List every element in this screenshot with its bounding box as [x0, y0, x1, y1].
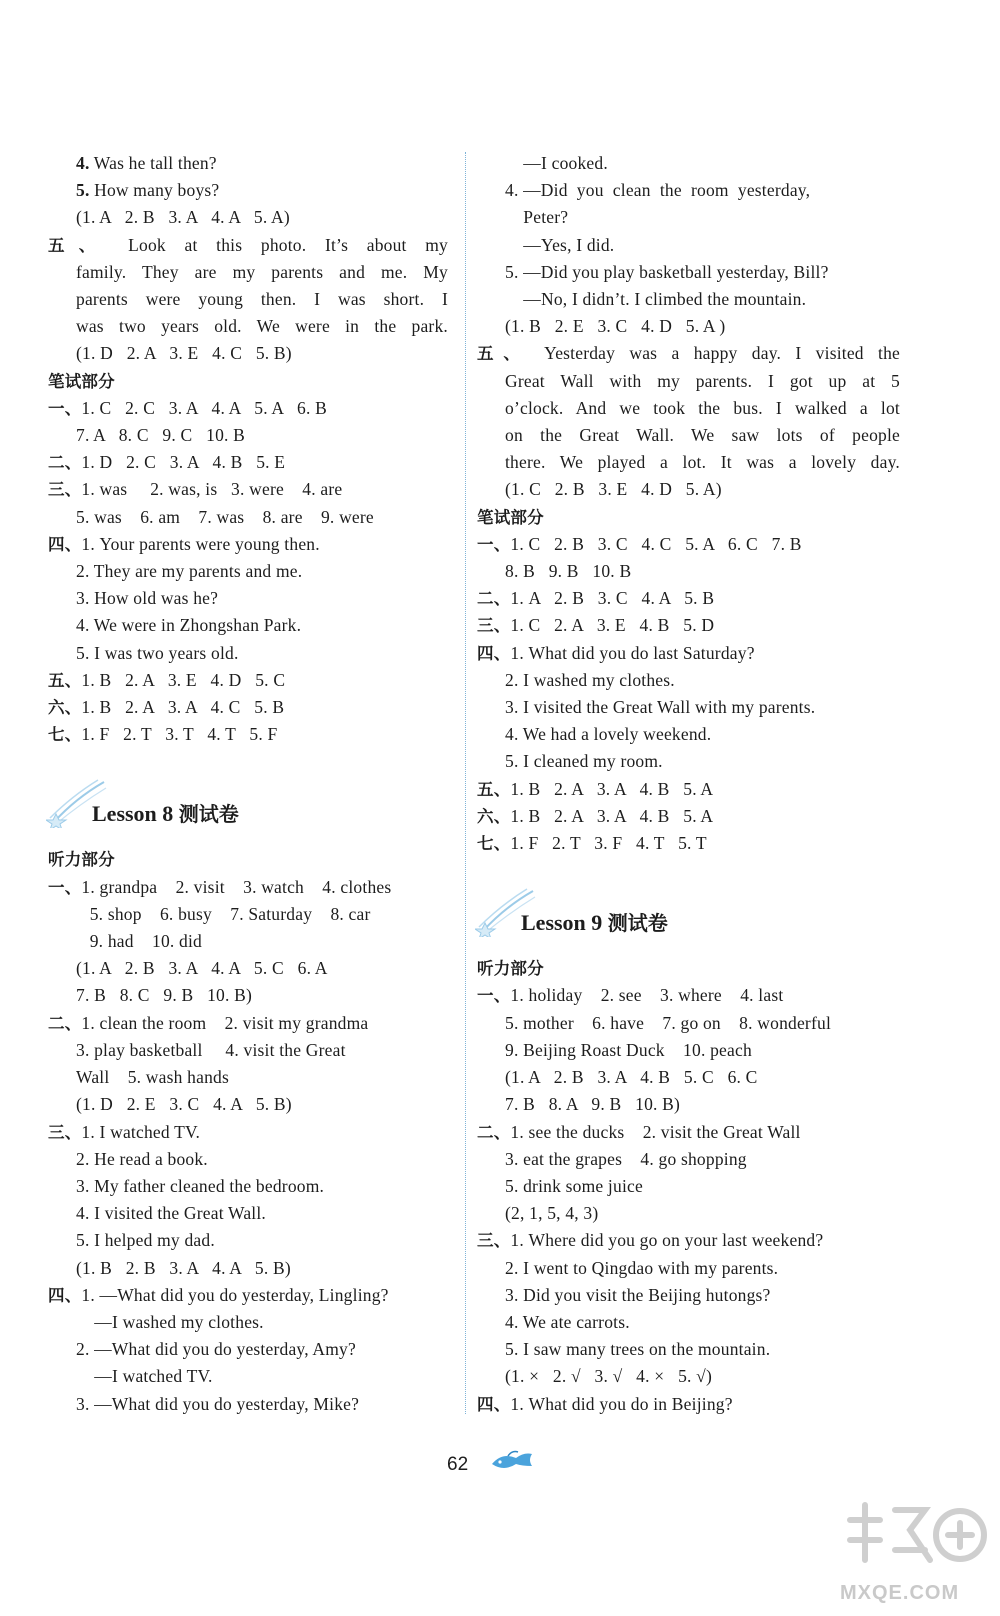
section-label: 二、	[48, 453, 82, 473]
line-text: 5. I helped my dad.	[76, 1230, 215, 1251]
answer-line	[48, 694, 448, 721]
line-text: (1. C 2. B 3. E 4. D 5. A)	[505, 479, 722, 500]
line-text: 5. I saw many trees on the mountain.	[505, 1339, 771, 1360]
answer-line	[505, 1363, 900, 1390]
line-text: 1. A 2. B 3. C 4. A 5. B	[510, 588, 715, 609]
section-label: 二、	[477, 1122, 511, 1142]
answer-line	[76, 558, 448, 585]
lesson-title-en: Lesson 8	[92, 801, 179, 827]
answer-line	[505, 1173, 900, 1200]
answer-line	[477, 1119, 900, 1146]
line-text: (1. D 2. E 3. C 4. A 5. B)	[76, 1094, 292, 1115]
paragraph-line	[477, 340, 900, 367]
paragraph-line	[505, 368, 900, 395]
paragraph-line	[76, 313, 448, 340]
lesson-title-cn: 测试卷	[178, 802, 239, 827]
answer-line	[48, 449, 448, 476]
answer-line	[76, 340, 448, 367]
answer-line	[76, 1391, 448, 1418]
answer-line	[76, 1173, 448, 1200]
line-text: 4. We were in Zhongshan Park.	[76, 615, 302, 636]
line-text: there. We played a lot. It was a lovely day.	[505, 452, 900, 473]
line-text: 3. Did you visit the Beijing hutongs?	[505, 1284, 771, 1305]
line-text: 3. eat the grapes 4. go shopping	[505, 1148, 747, 1169]
line-text: 5. I was two years old.	[76, 642, 239, 663]
answer-line	[505, 748, 900, 775]
section-label: 二、	[477, 589, 511, 609]
answer-line	[477, 1227, 900, 1254]
answer-line	[48, 1010, 448, 1037]
line-text: 4. We ate carrots.	[505, 1311, 630, 1332]
answer-line	[76, 177, 448, 204]
section-label: 四、	[477, 1394, 511, 1414]
answer-line	[505, 313, 900, 340]
lesson-title	[92, 798, 239, 827]
answer-line	[505, 1091, 900, 1118]
line-text: 1. see the ducks 2. visit the Great Wall	[510, 1121, 801, 1142]
answer-line	[76, 1200, 448, 1227]
section-label: 六、	[48, 698, 82, 718]
line-text: (1. B 2. E 3. C 4. D 5. A )	[505, 316, 726, 337]
answer-line	[505, 667, 900, 694]
answer-line	[505, 286, 900, 313]
answer-line	[48, 667, 448, 694]
answer-line	[76, 640, 448, 667]
line-text: 1. I watched TV.	[81, 1121, 201, 1142]
line-text: 9. had 10. did	[76, 931, 203, 952]
section-label: 七、	[48, 725, 82, 745]
answer-line	[48, 721, 448, 748]
line-text: Wall 5. wash hands	[76, 1067, 229, 1088]
answer-line	[48, 531, 448, 558]
section-heading-listening: 听力部分	[48, 850, 115, 870]
answer-line	[505, 721, 900, 748]
answer-line	[505, 1309, 900, 1336]
line-text: 3. play basketball 4. visit the Great	[76, 1039, 346, 1060]
answer-line	[48, 476, 448, 503]
paragraph-line	[505, 395, 900, 422]
answer-line	[505, 694, 900, 721]
line-text: 4. —Did you clean the room yesterday,	[505, 180, 811, 201]
line-text: 1. C 2. B 3. C 4. C 5. A 6. C 7. B	[510, 533, 802, 554]
line-text: parents were young then. I was short. I	[76, 289, 448, 310]
line-text: Yesterday was a happy day. I visited the	[529, 343, 901, 364]
section-label: 一、	[477, 986, 511, 1006]
item-number: 4.	[76, 153, 90, 173]
line-text: 5. I cleaned my room.	[505, 751, 663, 772]
answer-line	[76, 1091, 448, 1118]
answer-line	[477, 585, 900, 612]
line-text: 5. drink some juice	[505, 1175, 643, 1196]
page-number: 62	[447, 1454, 469, 1475]
answer-line	[48, 874, 448, 901]
line-text: 8. B 9. B 10. B	[505, 561, 632, 582]
answer-line	[477, 803, 900, 830]
answer-line	[477, 776, 900, 803]
section-heading-listening: 听力部分	[477, 959, 544, 979]
answer-line	[505, 1282, 900, 1309]
answer-line	[76, 901, 448, 928]
line-text: (1. B 2. B 3. A 4. A 5. B)	[76, 1257, 291, 1278]
line-text: 4. We had a lovely weekend.	[505, 724, 712, 745]
answer-line	[76, 1227, 448, 1254]
paragraph-line	[505, 422, 900, 449]
line-text: 9. Beijing Roast Duck 10. peach	[505, 1039, 752, 1060]
lesson-title	[521, 907, 668, 936]
section-label: 七、	[477, 834, 511, 854]
answer-line	[505, 150, 900, 177]
line-text: —No, I didn’t. I climbed the mountain.	[505, 289, 807, 310]
line-text: 3. I visited the Great Wall with my parents.	[505, 697, 816, 718]
line-text: 5. mother 6. have 7. go on 8. wonderful	[505, 1012, 832, 1033]
fish-decoration-icon	[488, 1446, 536, 1476]
line-text: 5. —Did you play basketball yesterday, Bill?	[505, 261, 829, 282]
section-label: 四、	[48, 1285, 82, 1305]
answer-line	[505, 1200, 900, 1227]
line-text: 5. was 6. am 7. was 8. are 9. were	[76, 506, 374, 527]
lesson-heading	[76, 784, 448, 846]
line-text: —Yes, I did.	[505, 234, 615, 255]
line-text: (1. A 2. B 3. A 4. B 5. C 6. C	[505, 1067, 758, 1088]
answer-line	[76, 204, 448, 231]
line-text: —I watched TV.	[76, 1366, 213, 1387]
section-label: 五、	[477, 779, 511, 799]
section-heading-written: 笔试部分	[477, 507, 544, 527]
line-text: 1. B 2. A 3. A 4. B 5. A	[510, 778, 714, 799]
answer-line	[76, 982, 448, 1009]
line-text: 7. B 8. C 9. B 10. B)	[76, 985, 253, 1006]
line-text: 2. I went to Qingdao with my parents.	[505, 1257, 779, 1278]
line-text: 3. My father cleaned the bedroom.	[76, 1175, 325, 1196]
answer-line	[76, 504, 448, 531]
paragraph-line	[505, 449, 900, 476]
item-number: 5.	[76, 180, 90, 201]
line-text: 1. clean the room 2. visit my grandma	[81, 1012, 369, 1033]
line-text: (1. × 2. √ 3. √ 4. × 5. √)	[505, 1366, 713, 1387]
section-label: 五、	[477, 344, 530, 364]
line-text: 1. Where did you go on your last weekend?	[510, 1230, 824, 1251]
answer-line	[76, 1363, 448, 1390]
section-label: 三、	[477, 1231, 511, 1251]
lesson-heading	[505, 893, 900, 955]
line-text: 1. F 2. T 3. F 4. T 5. T	[510, 833, 707, 854]
answer-line	[76, 928, 448, 955]
answer-line	[76, 1037, 448, 1064]
column-divider	[465, 152, 466, 1414]
line-text: 1. —What did you do yesterday, Lingling?	[81, 1284, 389, 1305]
line-text: 1. was 2. was, is 3. were 4. are	[81, 479, 343, 500]
answer-line	[48, 1119, 448, 1146]
answer-line	[477, 531, 900, 558]
answer-line	[76, 585, 448, 612]
line-text: 7. A 8. C 9. C 10. B	[76, 425, 246, 446]
line-text: (2, 1, 5, 4, 3)	[505, 1203, 599, 1224]
line-text: 1. What did you do in Beijing?	[510, 1393, 733, 1414]
section-label: 三、	[48, 480, 82, 500]
answer-line	[76, 1064, 448, 1091]
line-text: 2. They are my parents and me.	[76, 561, 303, 582]
answer-line	[505, 1010, 900, 1037]
answer-line	[76, 955, 448, 982]
line-text: (1. A 2. B 3. A 4. A 5. C 6. A	[76, 958, 328, 979]
section-label: 六、	[477, 806, 511, 826]
answer-line	[505, 1146, 900, 1173]
line-text: 1. B 2. A 3. A 4. B 5. A	[510, 805, 714, 826]
section-label: 三、	[48, 1122, 82, 1142]
section-label: 一、	[477, 534, 511, 554]
line-text: Look at this photo. It’s about my	[109, 234, 448, 255]
line-text: 1. What did you do last Saturday?	[510, 642, 755, 663]
answer-line	[505, 1336, 900, 1363]
line-text: —I cooked.	[505, 153, 608, 173]
line-text: Great Wall with my parents. I got up at 5	[505, 370, 900, 391]
line-text: 2. He read a book.	[76, 1148, 208, 1169]
line-text: 1. C 2. A 3. E 4. B 5. D	[510, 615, 715, 636]
paragraph-line	[76, 286, 448, 313]
line-text: 1. C 2. C 3. A 4. A 5. A 6. B	[81, 397, 327, 418]
answer-line	[76, 1146, 448, 1173]
line-text: 2. I washed my clothes.	[505, 669, 675, 690]
line-text: 3. How old was he?	[76, 588, 219, 609]
line-text: Peter?	[505, 207, 569, 228]
answer-line	[505, 259, 900, 286]
line-text: 1. grandpa 2. visit 3. watch 4. clothes	[81, 876, 392, 897]
line-text: on the Great Wall. We saw lots of people	[505, 425, 900, 446]
paragraph-line	[48, 232, 448, 259]
section-label: 四、	[477, 643, 511, 663]
line-text: 1. Your parents were young then.	[81, 533, 320, 554]
section-heading-written: 笔试部分	[48, 371, 115, 391]
answer-line	[76, 1309, 448, 1336]
line-text: (1. D 2. A 3. E 4. C 5. B)	[76, 343, 292, 364]
answer-line	[477, 1391, 900, 1418]
section-label: 五、	[48, 235, 110, 255]
answer-line	[505, 1064, 900, 1091]
section-label: 三、	[477, 616, 511, 636]
answer-line	[76, 1336, 448, 1363]
line-text: Was he tall then?	[89, 153, 217, 173]
answer-line	[48, 1282, 448, 1309]
answer-line	[76, 150, 448, 177]
answer-line	[505, 1255, 900, 1282]
answer-line	[48, 395, 448, 422]
answer-line	[505, 1037, 900, 1064]
watermark-text: MXQE.COM	[840, 1582, 960, 1604]
answer-line	[76, 422, 448, 449]
answer-line	[477, 830, 900, 857]
line-text: —I washed my clothes.	[76, 1311, 264, 1332]
line-text: (1. A 2. B 3. A 4. A 5. A)	[76, 207, 290, 228]
line-text: 1. B 2. A 3. E 4. D 5. C	[81, 669, 286, 690]
line-text: 1. B 2. A 3. A 4. C 5. B	[81, 697, 285, 718]
line-text: 1. D 2. C 3. A 4. B 5. E	[81, 452, 286, 473]
line-text: 4. I visited the Great Wall.	[76, 1203, 266, 1224]
answer-line	[505, 177, 900, 204]
line-text: family. They are my parents and me. My	[76, 261, 448, 282]
section-label: 一、	[48, 398, 82, 418]
answer-line	[76, 612, 448, 639]
section-label: 四、	[48, 534, 82, 554]
line-text: How many boys?	[89, 180, 220, 201]
line-text: 3. —What did you do yesterday, Mike?	[76, 1393, 360, 1414]
answer-line	[76, 1255, 448, 1282]
section-label: 二、	[48, 1013, 82, 1033]
line-text: 1. F 2. T 3. T 4. T 5. F	[81, 724, 278, 745]
line-text: 7. B 8. A 9. B 10. B)	[505, 1094, 681, 1115]
line-text: 2. —What did you do yesterday, Amy?	[76, 1339, 356, 1360]
answer-line	[505, 204, 900, 231]
right-column	[477, 150, 901, 1418]
section-label: 一、	[48, 877, 82, 897]
line-text: 5. shop 6. busy 7. Saturday 8. car	[76, 903, 371, 924]
answer-line	[477, 612, 900, 639]
answer-line	[477, 982, 900, 1009]
left-column	[48, 150, 448, 1418]
answer-line	[505, 476, 900, 503]
lesson-title-en: Lesson 9	[521, 910, 608, 936]
paragraph-line	[76, 259, 448, 286]
line-text: o’clock. And we took the bus. I walked a lot	[505, 397, 900, 418]
answer-line	[505, 232, 900, 259]
line-text: was two years old. We were in the park.	[76, 316, 448, 337]
answer-line	[505, 558, 900, 585]
lesson-title-cn: 测试卷	[607, 911, 668, 936]
line-text: 1. holiday 2. see 3. where 4. last	[510, 985, 784, 1006]
section-label: 五、	[48, 670, 82, 690]
answer-line	[477, 640, 900, 667]
